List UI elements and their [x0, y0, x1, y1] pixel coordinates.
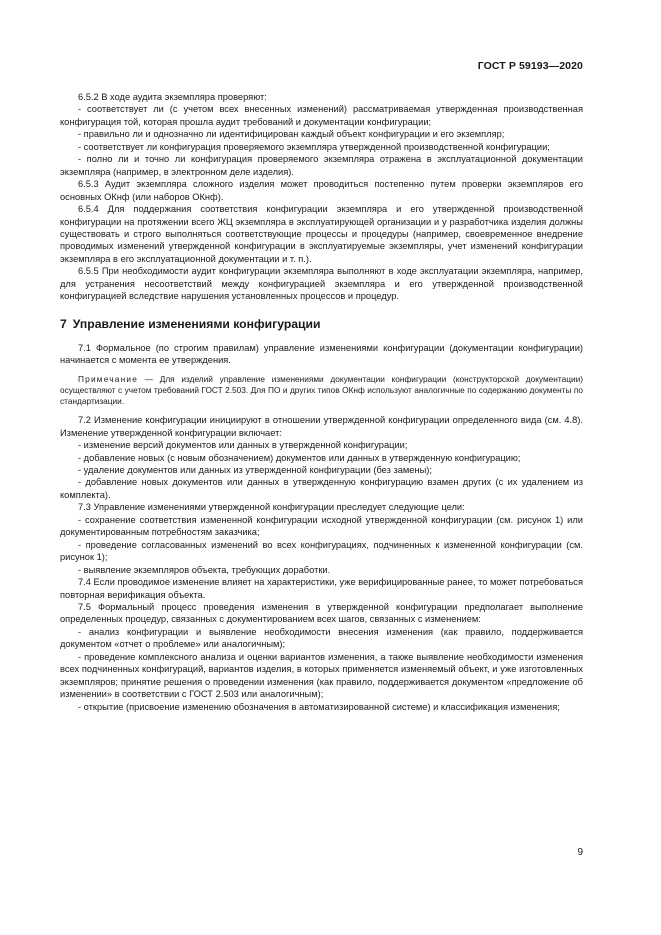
list-item: - выявление экземпляров объекта, требующих доработки.: [78, 564, 331, 575]
list-item: - изменение версий документов или данных в утвержденной конфигурации;: [78, 440, 408, 451]
section-title: Управление изменениями конфигурации: [72, 316, 321, 331]
note-text: — Для изделий управление изменениями документации конфигурации (конструкторской документации) осуществляют с учетом требований ГОСТ 2.503. Для ПО и других типов ОКнф используют аналогичные по содержанию документы по стандартизации.: [60, 373, 583, 407]
section-heading: [60, 317, 583, 331]
paragraph: 6.5.2 В ходе аудита экземпляра проверяют:: [78, 92, 267, 102]
list-item: - анализ конфигурации и выявление необходимости внесения изменения (как правило, поддерживается документом «отчет о проблеме» или аналогичным);: [60, 626, 583, 650]
list-item: - правильно ли и однозначно ли идентифицирован каждый объект конфигурации и его экземпляр;: [78, 129, 505, 140]
paragraph: 7.3 Управление изменениями утвержденной конфигурации преследует следующие цели:: [78, 502, 465, 513]
page-number: 9: [577, 847, 583, 858]
page-content: [60, 91, 583, 713]
list-item: - удаление документов или данных из утвержденной конфигурации (без замены);: [78, 465, 432, 476]
paragraph: 7.5 Формальный процесс проведения изменения в утвержденной конфигурации предполагает выполнение определенных процедур, связанных с документированием всех шагов, связанных с изменением:: [60, 602, 583, 625]
section-number: 7: [60, 316, 67, 331]
paragraph: 7.2 Изменение конфигурации инициируют в отношении утвержденной конфигурации определенного вида (см. 4.8). Изменение утвержденной конфигурации включает:: [60, 415, 583, 438]
list-item: - добавление новых (с новым обозначением) документов или данных в утвержденную конфигурацию;: [78, 452, 521, 463]
list-item: - проведение комплексного анализа и оценки вариантов изменения, а также выявление необходимости изменения всех подчиненных конфигураций, вариантов изделия, в которых применяется изменяемый объект, и уже изготовленных экземпляров; принятие решения о проведении изменения (как правило, поддерживается документом «предложение об изменении» в соответствии с ГОСТ 2.503 или аналогичным);: [60, 651, 583, 700]
paragraph: 7.4 Если проводимое изменение влияет на характеристики, уже верифицированные ранее, то может потребоваться повторная верификация объекта.: [60, 577, 583, 600]
paragraph: 7.1 Формальное (по строгим правилам) управление изменениями конфигурации (документации конфигурации) начинается с момента ее утверждения.: [60, 342, 583, 366]
list-item: - соответствует ли (с учетом всех внесенных изменений) рассматриваемая утвержденная производственная конфигурация той, которая прошла аудит требований и документации конфигурации;: [60, 104, 583, 127]
list-item: - проведение согласованных изменений во всех конфигурациях, подчиненных к измененной конфигурации (см. рисунок 1);: [60, 539, 583, 563]
note-lead: Примечание: [78, 373, 139, 384]
document-standard-code: ГОСТ Р 59193—2020: [477, 60, 583, 72]
list-item: - соответствует ли конфигурация проверяемого экземпляра утвержденной производственной конфигурации;: [78, 141, 550, 152]
paragraph: 6.5.5 При необходимости аудит конфигурации экземпляра выполняют в ходе эксплуатации экземпляра, например, для устранения несоответствий между конфигурацией экземпляра и его утвержденной производственной конфигурацией вследствие нарушения установленных процессов и процедур.: [60, 266, 583, 302]
list-item: - сохранение соответствия измененной конфигурации исходной утвержденной конфигурации (см. рисунок 1) или документированным потребностям заказчика;: [60, 514, 583, 538]
list-item: - открытие (присвоение изменению обозначения в автоматизированной системе) и классификация изменения;: [78, 701, 560, 712]
paragraph: 6.5.3 Аудит экземпляра сложного изделия может проводиться постепенно путем проверки экземпляров его основных ОКнф (или наборов ОКнф).: [60, 179, 583, 202]
list-item: - добавление новых документов или данных в утвержденную конфигурацию взамен других (с их удалением из комплекта).: [60, 477, 583, 500]
note: [60, 374, 583, 408]
list-item: - полно ли и точно ли конфигурация проверяемого экземпляра отражена в эксплуатационной документации экземпляра (например, в электронном деле изделия).: [60, 154, 583, 177]
paragraph: 6.5.4 Для поддержания соответствия конфигурации экземпляра и его утвержденной производственной конфигурации на протяжении всего ЖЦ экземпляра в эксплуатирующей организации и у разработчика изделия должны существовать и строго выполняться соответствующие процессы и процедуры (например, своевременное внедрение проводимых изменений утвержденной конфигурации в эксплуатируемые экземпляры, учет изменений конфигурации экземпляра в его эксплуатационной документации и т. п.).: [60, 204, 583, 264]
